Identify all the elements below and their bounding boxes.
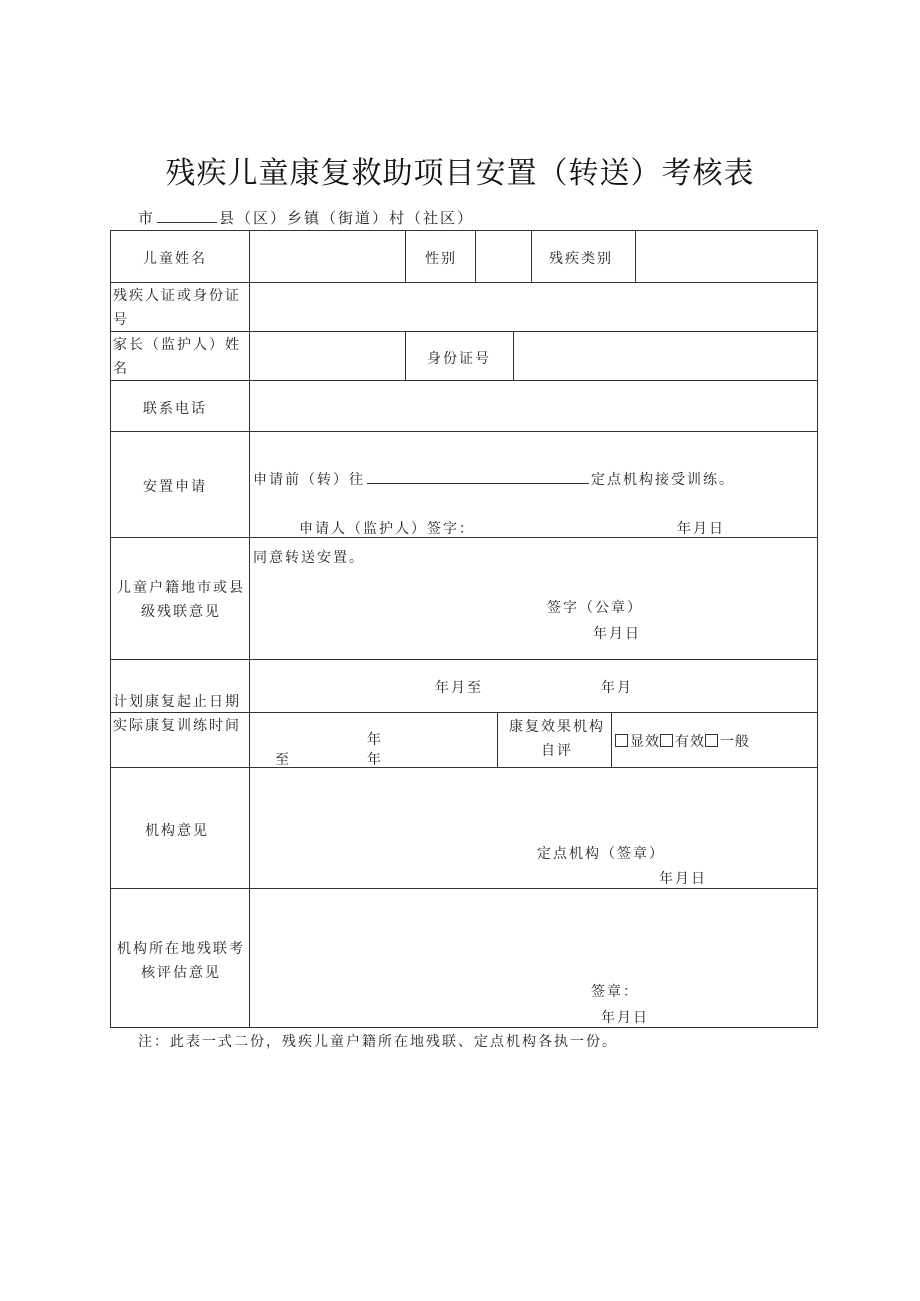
row-divider [111,888,817,889]
actual-to: 至 [275,752,291,768]
child-name-label: 儿童姓名 [143,251,207,267]
guardian-name-label: 家长（监护人）姓名 [113,337,241,377]
actual-training-time-label: 实际康复训练时间 [113,718,241,734]
institution-blank[interactable] [367,469,589,484]
household-opinion-label: 儿童户籍地市或县级残联意见 [117,580,245,620]
local-assessment-label: 机构所在地残联考核评估意见 [117,941,245,981]
household-opinion-text: 同意转送安置。 [253,550,365,566]
option-label: 一般 [720,734,750,750]
col-divider [405,231,406,282]
county-label: 县（区）乡镇（街道）村（社区） [219,209,475,227]
row-divider [111,659,817,660]
application-post-text: 定点机构接受训练。 [591,472,735,488]
application-line [253,469,735,489]
disability-type-label: 残疾类别 [549,251,613,267]
row-divider [111,767,817,768]
col-divider [513,331,514,380]
application-date: 年月日 [677,521,725,537]
planned-from: 年月至 [435,680,483,696]
col-divider [475,231,476,282]
col-divider [497,712,498,767]
household-date: 年月日 [593,626,641,642]
self-evaluation-label: 康复效果机构自评 [509,719,605,759]
institution-opinion-label: 机构意见 [145,823,209,839]
planned-dates-label: 计划康复起止日期 [113,694,241,710]
location-line [138,207,474,228]
id-number-label: 残疾人证或身份证号 [113,288,241,328]
row-divider [111,712,817,713]
assessment-form-table [110,230,818,1028]
city-label: 市 [138,209,156,227]
option-label: 有效 [675,734,705,750]
row-divider [111,431,817,432]
application-pre-text: 申请前（转）往 [253,472,365,488]
guardian-id-label: 身份证号 [427,351,491,367]
option-checkbox[interactable] [615,734,628,747]
option-label: 显效 [630,734,660,750]
actual-year-end: 年 [367,752,383,768]
application-label: 安置申请 [143,479,207,495]
local-date: 年月日 [601,1010,649,1026]
actual-year-start: 年 [367,732,383,748]
evaluation-options [615,731,750,751]
city-blank[interactable] [157,210,217,223]
institution-date: 年月日 [659,871,707,887]
planned-to: 年月 [601,680,633,696]
footnote: 注：此表一式二份，残疾儿童户籍所在地残联、定点机构各执一份。 [138,1034,618,1050]
label-column-divider [249,231,250,1027]
col-divider [611,712,612,767]
row-divider [111,282,817,283]
gender-label: 性别 [425,251,457,267]
col-divider [405,331,406,380]
option-checkbox[interactable] [705,734,718,747]
household-seal-label: 签字（公章） [547,600,643,616]
option-checkbox[interactable] [660,734,673,747]
col-divider [635,231,636,282]
institution-seal-label: 定点机构（签章） [537,846,665,862]
applicant-signature-label: 申请人（监护人）签字： [299,521,475,537]
col-divider [531,231,532,282]
local-seal-label: 签章： [591,984,639,1000]
phone-label: 联系电话 [143,401,207,417]
page-title: 残疾儿童康复救助项目安置（转送）考核表 [165,156,755,191]
